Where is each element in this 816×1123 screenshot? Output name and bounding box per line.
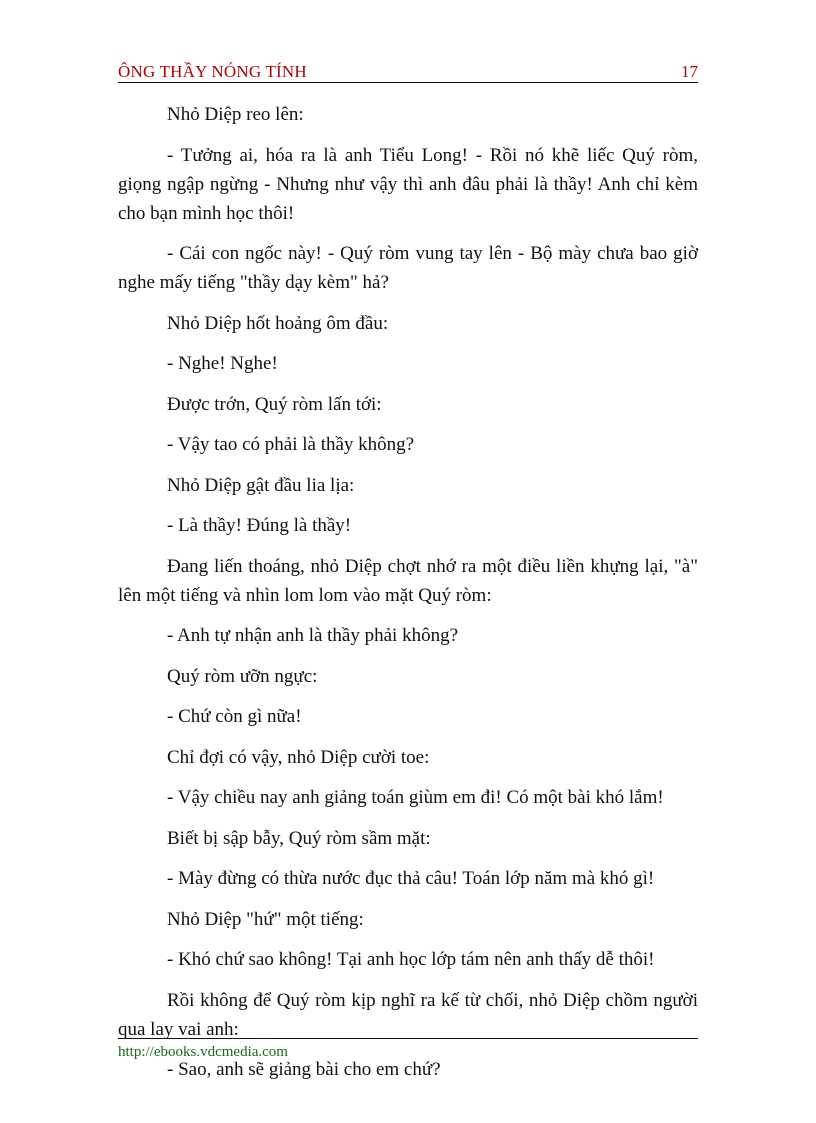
- paragraph: - Là thầy! Đúng là thầy!: [167, 515, 352, 536]
- paragraph: Biết bị sập bẫy, Quý ròm sầm mặt:: [167, 827, 431, 849]
- paragraph: Đang liến thoáng, nhỏ Diệp chợt nhớ ra một điều liền khựng lại, "à" lên một tiếng và nhìn lom lom vào mặt Quý ròm:: [118, 555, 698, 606]
- page-number: 17: [681, 62, 698, 81]
- book-title: ÔNG THẦY NÓNG TÍNH: [118, 62, 307, 81]
- paragraph: - Vậy tao có phải là thầy không?: [167, 434, 415, 455]
- paragraph: - Mày đừng có thừa nước đục thả câu! Toán lớp năm mà khó gì!: [167, 868, 655, 889]
- page-body: [118, 100, 698, 1096]
- paragraph: - Anh tự nhận anh là thầy phải không?: [167, 625, 459, 646]
- paragraph: Nhỏ Diệp gật đầu lia lịa:: [167, 474, 355, 496]
- paragraph: Nhỏ Diệp "hứ" một tiếng:: [167, 908, 364, 930]
- page-header: [118, 60, 698, 83]
- paragraph: Rồi không để Quý ròm kịp nghĩ ra kế từ chối, nhỏ Diệp chồm người qua lay vai anh:: [118, 989, 698, 1040]
- paragraph: Nhỏ Diệp reo lên:: [167, 104, 304, 125]
- paragraph: - Chứ còn gì nữa!: [167, 706, 302, 727]
- footer-divider: [118, 1038, 698, 1039]
- paragraph: Được trớn, Quý ròm lấn tới:: [167, 393, 382, 415]
- paragraph: - Tưởng ai, hóa ra là anh Tiểu Long! - Rồi nó khẽ liếc Quý ròm, giọng ngập ngừng - Nhưng như vậy thì anh đâu phải là thầy! Anh chỉ kèm cho bạn mình học thôi!: [118, 144, 698, 224]
- footer-website-link[interactable]: http://ebooks.vdcmedia.com: [118, 1044, 288, 1060]
- paragraph: Chỉ đợi có vậy, nhỏ Diệp cười toe:: [167, 746, 430, 768]
- paragraph: - Vậy chiều nay anh giảng toán giùm em đi! Có một bài khó lắm!: [167, 787, 664, 808]
- paragraph: - Khó chứ sao không! Tại anh học lớp tám nên anh thấy dễ thôi!: [167, 949, 655, 970]
- paragraph: - Nghe! Nghe!: [167, 353, 278, 374]
- paragraph: - Cái con ngốc này! - Quý ròm vung tay lên - Bộ mày chưa bao giờ nghe mấy tiếng "thầy dạy kèm" hả?: [118, 243, 698, 293]
- paragraph: Quý ròm ưỡn ngực:: [167, 665, 318, 687]
- paragraph: - Sao, anh sẽ giảng bài cho em chứ?: [167, 1059, 441, 1080]
- paragraph: Nhỏ Diệp hốt hoảng ôm đầu:: [167, 312, 389, 334]
